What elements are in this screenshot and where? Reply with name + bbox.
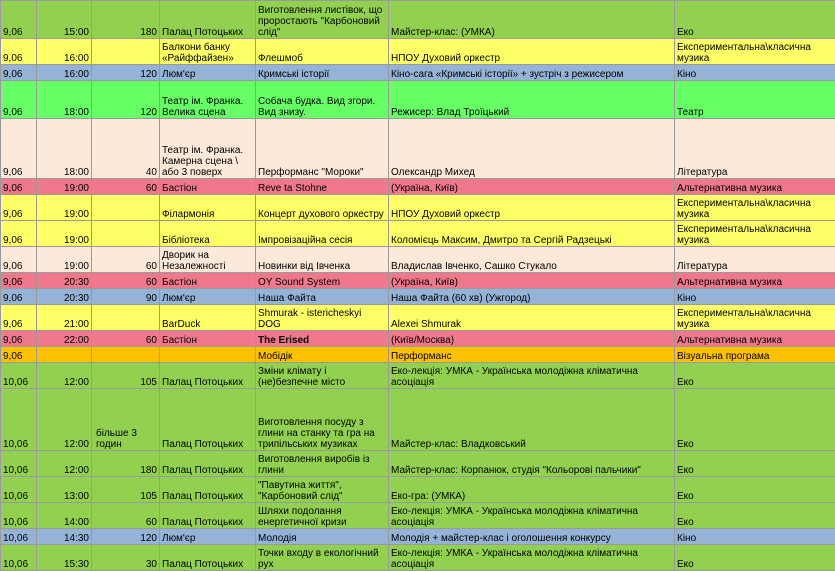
table-row[interactable] (1, 81, 835, 119)
cell-duration[interactable]: 60 (92, 503, 160, 529)
cell-venue[interactable]: Палац Потоцьких (160, 477, 256, 503)
cell-category[interactable]: Еко (675, 389, 835, 451)
cell-duration[interactable] (92, 347, 160, 363)
table-row[interactable] (1, 39, 835, 65)
cell-details[interactable]: (Україна, Київ) (389, 273, 675, 289)
cell-venue[interactable]: Палац Потоцьких (160, 545, 256, 571)
table-row[interactable] (1, 331, 835, 347)
cell-duration[interactable] (92, 221, 160, 247)
cell-details[interactable]: НПОУ Духовий оркестр (389, 39, 675, 65)
cell-duration[interactable]: 180 (92, 451, 160, 477)
cell-time[interactable]: 16:00 (37, 65, 92, 81)
cell-details[interactable]: Еко-гра: (УМКА) (389, 477, 675, 503)
cell-time[interactable]: 16:00 (37, 39, 92, 65)
cell-duration[interactable]: 30 (92, 545, 160, 571)
cell-duration[interactable]: 60 (92, 273, 160, 289)
cell-details[interactable]: Еко-лекція: УМКА - Українська молодіжна кліматична асоціація (389, 503, 675, 529)
cell-time[interactable]: 12:00 (37, 451, 92, 477)
cell-details[interactable]: Майстер-клас: Владковський (389, 389, 675, 451)
cell-event[interactable]: Молодія (256, 529, 389, 545)
cell-time[interactable]: 15:30 (37, 545, 92, 571)
cell-category[interactable]: Еко (675, 363, 835, 389)
cell-venue[interactable]: Філармонія (160, 195, 256, 221)
table-row[interactable] (1, 179, 835, 195)
table-row[interactable] (1, 503, 835, 529)
table-row[interactable] (1, 247, 835, 273)
cell-duration[interactable]: 120 (92, 529, 160, 545)
cell-details[interactable]: Наша Файта (60 хв) (Ужгород) (389, 289, 675, 305)
schedule-rows (1, 1, 835, 571)
cell-date[interactable]: 9,06 (1, 305, 37, 331)
table-row[interactable] (1, 529, 835, 545)
cell-event[interactable]: The Erised (256, 331, 389, 347)
cell-time[interactable]: 18:00 (37, 81, 92, 119)
cell-date[interactable]: 9,06 (1, 1, 37, 39)
cell-details[interactable]: Молодія + майстер-клас і оголошення конкурсу (389, 529, 675, 545)
cell-event[interactable]: Імпровізаційна сесія (256, 221, 389, 247)
cell-event[interactable]: Мобідік (256, 347, 389, 363)
cell-duration[interactable]: більше 3 годин (92, 389, 160, 451)
cell-venue[interactable]: Бібліотека (160, 221, 256, 247)
cell-event[interactable]: Shmurak - istericheskyi DOG (256, 305, 389, 331)
cell-details[interactable]: Еко-лекція: УМКА - Українська молодіжна кліматична асоціація (389, 545, 675, 571)
cell-category[interactable]: Альтернативна музика (675, 331, 835, 347)
cell-date[interactable]: 10,06 (1, 477, 37, 503)
cell-time[interactable]: 19:00 (37, 195, 92, 221)
cell-date[interactable]: 10,06 (1, 389, 37, 451)
table-row[interactable] (1, 389, 835, 451)
cell-duration[interactable]: 60 (92, 331, 160, 347)
cell-category[interactable]: Еко (675, 451, 835, 477)
cell-time[interactable]: 20:30 (37, 273, 92, 289)
cell-duration[interactable] (92, 305, 160, 331)
cell-details[interactable]: Коломієць Максим, Дмитро та Сергій Радзецькі (389, 221, 675, 247)
cell-venue[interactable]: Люм'єр (160, 289, 256, 305)
cell-date[interactable]: 10,06 (1, 363, 37, 389)
cell-event[interactable]: Кримські історії (256, 65, 389, 81)
cell-category[interactable]: Альтернативна музика (675, 273, 835, 289)
cell-duration[interactable]: 180 (92, 1, 160, 39)
table-row[interactable] (1, 1, 835, 39)
cell-duration[interactable]: 60 (92, 179, 160, 195)
cell-date[interactable]: 9,06 (1, 289, 37, 305)
cell-duration[interactable]: 90 (92, 289, 160, 305)
cell-category[interactable]: Експериментальна\класична музика (675, 39, 835, 65)
cell-venue[interactable]: Палац Потоцьких (160, 363, 256, 389)
table-row[interactable] (1, 363, 835, 389)
cell-category[interactable]: Експериментальна\класична музика (675, 305, 835, 331)
cell-details[interactable]: Майстер-клас: Корпанюк, студія "Кольорові пальчики" (389, 451, 675, 477)
cell-venue[interactable]: Театр ім. Франка. Велика сцена (160, 81, 256, 119)
cell-event[interactable]: Наша Файта (256, 289, 389, 305)
cell-details[interactable]: Кіно-сага «Кримські історії» + зустріч з режисером (389, 65, 675, 81)
cell-details[interactable]: Владислав Івченко, Сашко Стукало (389, 247, 675, 273)
cell-duration[interactable] (92, 39, 160, 65)
cell-venue[interactable]: Балкони банку «Райффайзен» (160, 39, 256, 65)
table-row[interactable] (1, 289, 835, 305)
cell-time[interactable]: 19:00 (37, 247, 92, 273)
cell-date[interactable]: 10,06 (1, 529, 37, 545)
cell-details[interactable]: (Україна, Київ) (389, 179, 675, 195)
cell-time[interactable]: 15:00 (37, 1, 92, 39)
table-row[interactable] (1, 477, 835, 503)
cell-event[interactable]: Концерт духового оркестру (256, 195, 389, 221)
cell-time[interactable]: 14:30 (37, 529, 92, 545)
cell-details[interactable]: НПОУ Духовий оркестр (389, 195, 675, 221)
cell-category[interactable]: Альтернативна музика (675, 179, 835, 195)
cell-category[interactable]: Кіно (675, 529, 835, 545)
cell-event[interactable]: OY Sound System (256, 273, 389, 289)
cell-time[interactable] (37, 347, 92, 363)
cell-duration[interactable]: 60 (92, 247, 160, 273)
cell-date[interactable]: 9,06 (1, 331, 37, 347)
cell-category[interactable]: Література (675, 247, 835, 273)
cell-event[interactable]: "Павутина життя", "Карбоновий слід" (256, 477, 389, 503)
cell-date[interactable]: 10,06 (1, 503, 37, 529)
cell-time[interactable]: 13:00 (37, 477, 92, 503)
cell-duration[interactable]: 40 (92, 119, 160, 179)
cell-venue[interactable]: Палац Потоцьких (160, 451, 256, 477)
table-row[interactable] (1, 273, 835, 289)
cell-date[interactable]: 9,06 (1, 247, 37, 273)
cell-time[interactable]: 20:30 (37, 289, 92, 305)
cell-category[interactable]: Кіно (675, 289, 835, 305)
cell-category[interactable]: Візуальна програма (675, 347, 835, 363)
cell-event[interactable]: Виготовлення посуду з глини на станку та гра на трипільських музиках (256, 389, 389, 451)
cell-details[interactable]: Alexei Shmurak (389, 305, 675, 331)
table-row[interactable] (1, 305, 835, 331)
cell-date[interactable]: 10,06 (1, 545, 37, 571)
cell-venue[interactable]: Бастіон (160, 273, 256, 289)
cell-event[interactable]: Зміни клімату і (не)безпечне місто (256, 363, 389, 389)
cell-time[interactable]: 18:00 (37, 119, 92, 179)
cell-date[interactable]: 9,06 (1, 221, 37, 247)
cell-duration[interactable]: 120 (92, 65, 160, 81)
cell-details[interactable]: Режисер: Влад Троїцький (389, 81, 675, 119)
cell-venue[interactable]: Палац Потоцьких (160, 503, 256, 529)
cell-time[interactable]: 22:00 (37, 331, 92, 347)
cell-event[interactable]: Собача будка. Вид згори. Вид знизу. (256, 81, 389, 119)
cell-venue[interactable]: Бастіон (160, 179, 256, 195)
cell-category[interactable]: Експериментальна\класична музика (675, 195, 835, 221)
cell-time[interactable]: 19:00 (37, 221, 92, 247)
table-row[interactable] (1, 545, 835, 571)
cell-event[interactable]: Точки входу в екологічний рух (256, 545, 389, 571)
cell-time[interactable]: 12:00 (37, 389, 92, 451)
cell-date[interactable]: 10,06 (1, 451, 37, 477)
cell-date[interactable]: 9,06 (1, 81, 37, 119)
cell-date[interactable]: 9,06 (1, 179, 37, 195)
cell-details[interactable]: Майстер-клас: (УМКА) (389, 1, 675, 39)
cell-category[interactable]: Еко (675, 1, 835, 39)
table-row[interactable] (1, 221, 835, 247)
table-row[interactable] (1, 451, 835, 477)
cell-venue[interactable]: Люм'єр (160, 65, 256, 81)
cell-event[interactable]: Reve ta Stohne (256, 179, 389, 195)
cell-details[interactable]: Олександр Михед (389, 119, 675, 179)
cell-details[interactable]: Еко-лекція: УМКА - Українська молодіжна кліматична асоціація (389, 363, 675, 389)
cell-duration[interactable]: 105 (92, 363, 160, 389)
cell-duration[interactable] (92, 195, 160, 221)
table-row[interactable] (1, 195, 835, 221)
cell-details[interactable]: (Київ/Москва) (389, 331, 675, 347)
cell-venue[interactable]: Театр ім. Франка. Камерна сцена \ або 3 поверх (160, 119, 256, 179)
table-row[interactable] (1, 65, 835, 81)
cell-venue[interactable]: Бастіон (160, 331, 256, 347)
cell-category[interactable]: Еко (675, 477, 835, 503)
cell-time[interactable]: 19:00 (37, 179, 92, 195)
cell-duration[interactable]: 120 (92, 81, 160, 119)
cell-category[interactable]: Театр (675, 81, 835, 119)
cell-date[interactable]: 9,06 (1, 195, 37, 221)
table-row[interactable] (1, 119, 835, 179)
table-row[interactable] (1, 347, 835, 363)
cell-venue[interactable]: Люм'єр (160, 529, 256, 545)
cell-date[interactable]: 9,06 (1, 347, 37, 363)
cell-venue[interactable]: Палац Потоцьких (160, 1, 256, 39)
cell-date[interactable]: 9,06 (1, 273, 37, 289)
cell-time[interactable]: 12:00 (37, 363, 92, 389)
cell-category[interactable]: Експериментальна\класична музика (675, 221, 835, 247)
cell-date[interactable]: 9,06 (1, 119, 37, 179)
cell-venue[interactable]: Палац Потоцьких (160, 389, 256, 451)
cell-event[interactable]: Флешмоб (256, 39, 389, 65)
cell-event[interactable]: Шляхи подолання енергетичної кризи (256, 503, 389, 529)
cell-category[interactable]: Література (675, 119, 835, 179)
cell-event[interactable]: Виготовлення виробів із глини (256, 451, 389, 477)
cell-date[interactable]: 9,06 (1, 39, 37, 65)
cell-category[interactable]: Кіно (675, 65, 835, 81)
cell-time[interactable]: 14:00 (37, 503, 92, 529)
cell-category[interactable]: Еко (675, 545, 835, 571)
cell-details[interactable]: Перформанс (389, 347, 675, 363)
cell-event[interactable]: Виготовлення листівок, що проростають "Карбоновий слід" (256, 1, 389, 39)
cell-date[interactable]: 9,06 (1, 65, 37, 81)
cell-venue[interactable]: BarDuck (160, 305, 256, 331)
cell-duration[interactable]: 105 (92, 477, 160, 503)
cell-category[interactable]: Еко (675, 503, 835, 529)
cell-time[interactable]: 21:00 (37, 305, 92, 331)
cell-event[interactable]: Перформанс "Мороки" (256, 119, 389, 179)
cell-venue[interactable] (160, 347, 256, 363)
cell-event[interactable]: Новинки від Івченка (256, 247, 389, 273)
cell-venue[interactable]: Дворик на Незалежності (160, 247, 256, 273)
